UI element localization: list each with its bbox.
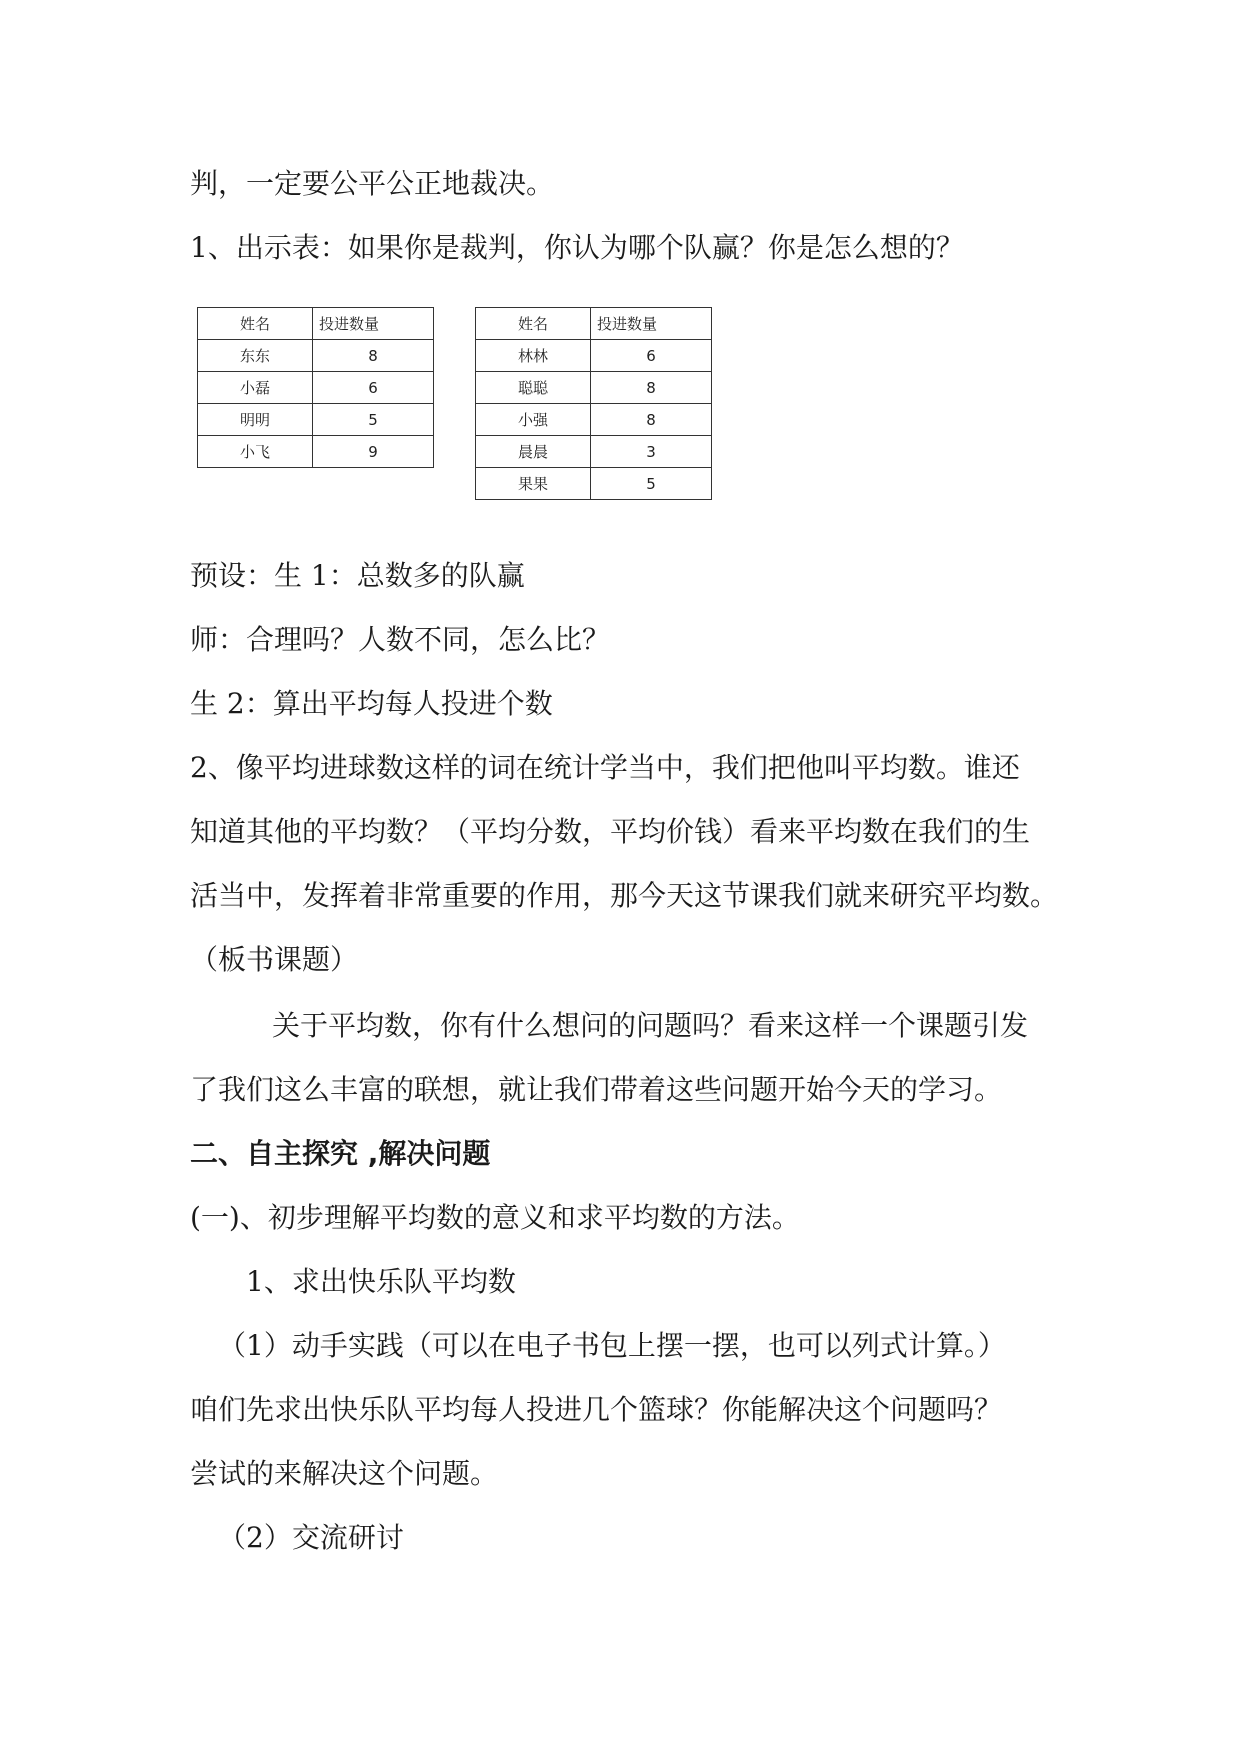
table-header-row xyxy=(476,308,712,340)
player-name: 东东 xyxy=(198,340,313,372)
table-row xyxy=(476,436,712,468)
paragraph-line: 尝试的来解决这个问题。 xyxy=(190,1457,499,1490)
player-score: 5 xyxy=(313,404,434,436)
paragraph-line: 预设：生 1：总数多的队赢 xyxy=(190,559,525,592)
section-heading: 二、自主探究 ,解决问题 xyxy=(190,1137,491,1170)
table-row xyxy=(476,372,712,404)
player-name: 明明 xyxy=(198,404,313,436)
player-name: 晨晨 xyxy=(476,436,591,468)
paragraph-line: 师：合理吗？人数不同，怎么比？ xyxy=(190,623,611,656)
player-score: 8 xyxy=(591,404,712,436)
table-header-row xyxy=(198,308,434,340)
paragraph-line: （2）交流研讨 xyxy=(218,1521,404,1554)
player-name: 林林 xyxy=(476,340,591,372)
table-row xyxy=(198,340,434,372)
column-header-name: 姓名 xyxy=(476,308,591,340)
table-row xyxy=(476,404,712,436)
table-row xyxy=(476,468,712,500)
table-row xyxy=(476,340,712,372)
player-name: 果果 xyxy=(476,468,591,500)
score-table-left xyxy=(197,307,434,468)
paragraph-line: 咱们先求出快乐队平均每人投进几个篮球？你能解决这个问题吗？ xyxy=(190,1393,1003,1426)
paragraph-line: 生 2：算出平均每人投进个数 xyxy=(190,687,553,720)
paragraph-line: （1）动手实践（可以在电子书包上摆一摆，也可以列式计算。） xyxy=(218,1329,1006,1362)
paragraph-line: 2、像平均进球数这样的词在统计学当中，我们把他叫平均数。谁还 xyxy=(190,751,1020,784)
column-header-count: 投进数量 xyxy=(313,308,434,340)
player-score: 8 xyxy=(591,372,712,404)
player-name: 聪聪 xyxy=(476,372,591,404)
player-score: 5 xyxy=(591,468,712,500)
column-header-name: 姓名 xyxy=(198,308,313,340)
paragraph-line: 知道其他的平均数？（平均分数，平均价钱）看来平均数在我们的生 xyxy=(190,815,1031,848)
player-score: 3 xyxy=(591,436,712,468)
subsection-heading: (一)、初步理解平均数的意义和求平均数的方法。 xyxy=(190,1201,800,1234)
paragraph-line: 活当中，发挥着非常重要的作用，那今天这节课我们就来研究平均数。 xyxy=(190,879,1059,912)
paragraph-line: 了我们这么丰富的联想，就让我们带着这些问题开始今天的学习。 xyxy=(190,1073,1003,1106)
player-score: 9 xyxy=(313,436,434,468)
table-row xyxy=(198,436,434,468)
paragraph-line: 关于平均数，你有什么想问的问题吗？看来这样一个课题引发 xyxy=(272,1009,1029,1042)
player-name: 小磊 xyxy=(198,372,313,404)
player-name: 小飞 xyxy=(198,436,313,468)
table-row xyxy=(198,372,434,404)
player-score: 6 xyxy=(313,372,434,404)
table-row xyxy=(198,404,434,436)
step-heading: 1、求出快乐队平均数 xyxy=(246,1265,516,1298)
score-table-right xyxy=(475,307,712,500)
player-score: 6 xyxy=(591,340,712,372)
paragraph-line: 判，一定要公平公正地裁决。 xyxy=(190,167,555,200)
player-score: 8 xyxy=(313,340,434,372)
question-line: 1、出示表：如果你是裁判，你认为哪个队赢？你是怎么想的？ xyxy=(190,231,964,264)
paragraph-line: （板书课题） xyxy=(190,943,359,976)
column-header-count: 投进数量 xyxy=(591,308,712,340)
player-name: 小强 xyxy=(476,404,591,436)
